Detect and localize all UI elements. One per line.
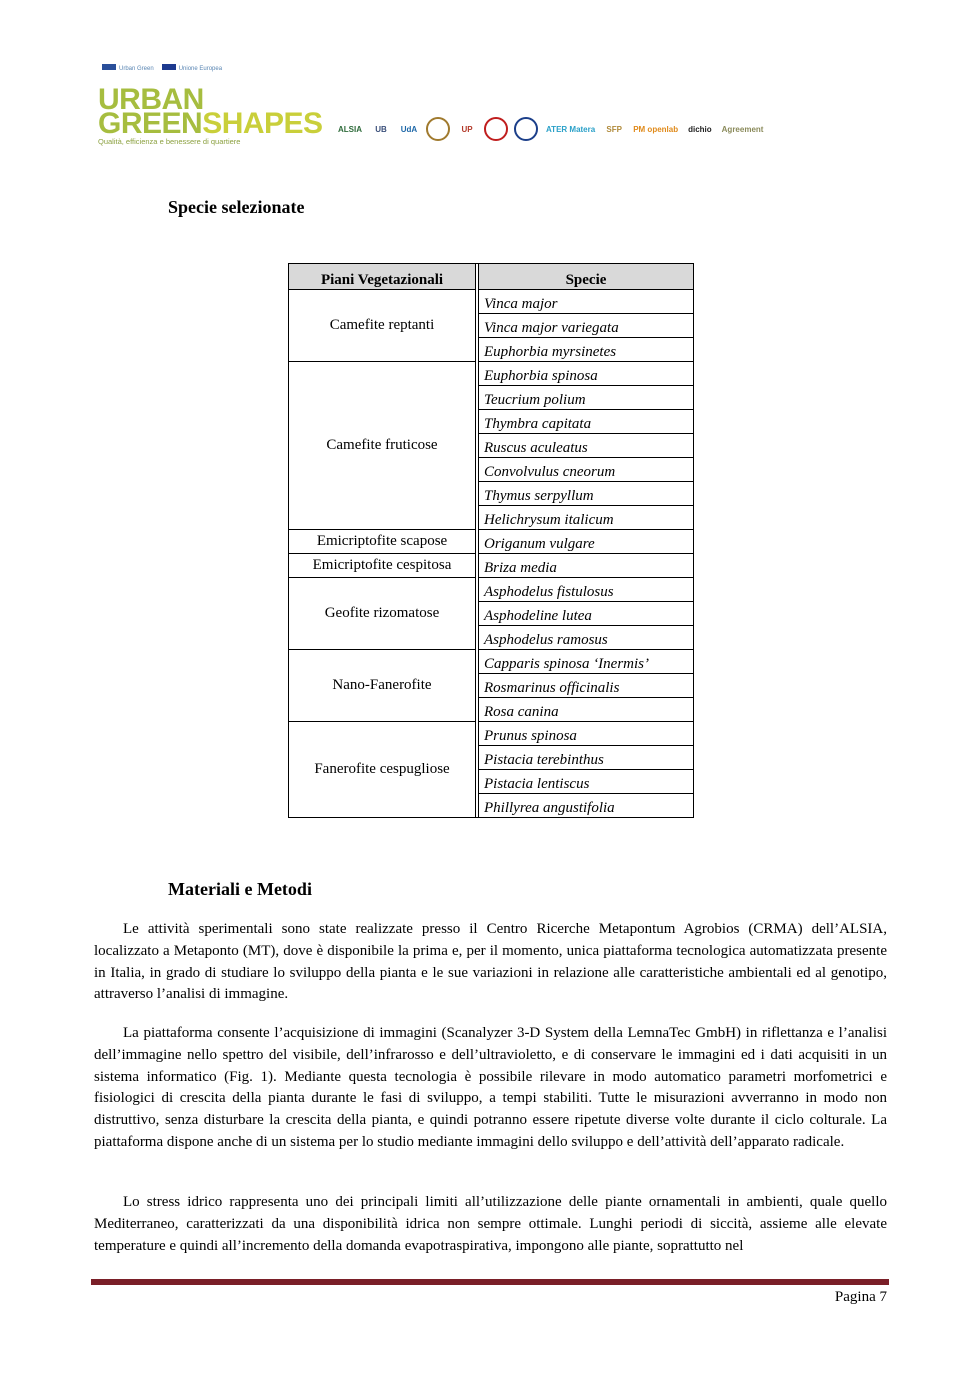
partner-logos — [336, 116, 765, 142]
species-cell: Thymbra capitata — [479, 410, 694, 434]
species-cell: Thymus serpyllum — [479, 482, 694, 506]
species-cell: Vinca major — [479, 290, 694, 314]
category-cell: Emicriptofite scapose — [289, 530, 476, 554]
partner-logo: ALSIA — [338, 124, 362, 134]
tiny-logo-text: Urban Green — [119, 66, 154, 72]
brand-line-2 — [98, 107, 323, 140]
partner-logo: UdA — [400, 124, 418, 134]
table-row — [289, 650, 694, 674]
eu-logo-text: Unione Europea — [178, 66, 223, 72]
partner-logo: ATER Matera — [546, 124, 596, 134]
species-cell: Helichrysum italicum — [479, 506, 694, 530]
page-header — [98, 64, 858, 154]
category-cell: Camefite reptanti — [289, 290, 476, 362]
paragraph-3: Lo stress idrico rappresenta uno dei principali limiti all’utilizzazione delle piante ornamentali in ambienti, quale quello Mediterraneo, caratterizzati da una disponibilità idrica non sempre ottimale. Lunghi periodi di siccità, assieme alle elevate temperature e quindi all’incremento della domanda evapotraspirativa, impongono alle piante, soprattutto nel — [94, 1194, 887, 1254]
species-cell: Convolvulus cneorum — [479, 458, 694, 482]
species-table-body — [289, 290, 694, 818]
brand-green: GREEN — [98, 107, 203, 140]
header-small-logos — [102, 64, 222, 72]
section-title-materiali: Materiali e Metodi — [168, 879, 312, 899]
species-cell: Asphodelus fistulosus — [479, 578, 694, 602]
species-cell: Euphorbia spinosa — [479, 362, 694, 386]
table-row — [289, 290, 694, 314]
brand-shapes: SHAPES — [202, 107, 323, 140]
category-cell: Camefite fruticose — [289, 362, 476, 530]
species-cell: Asphodeline lutea — [479, 602, 694, 626]
table-row — [289, 554, 694, 578]
category-cell: Emicriptofite cespitosa — [289, 554, 476, 578]
table-header-row — [289, 264, 694, 290]
paragraph-1: Le attività sperimentali sono state realizzate presso il Centro Ricerche Metapontum Agrobios (CRMA) dell’ALSIA, localizzato a Metaponto (MT), dove è disponibile la prima e, per il momento, unica piattaforma tecnologica automatizzata presente in Italia, in grado di studiare lo sviluppo della pianta e le sue variazioni in relazione alle caratteristiche ambientali ed al genotipo, attraverso l’analisi di immagine. — [94, 921, 887, 1003]
species-table-wrapper — [288, 263, 694, 818]
species-cell: Pistacia lentiscus — [479, 770, 694, 794]
species-cell: Capparis spinosa ‘Inermis’ — [479, 650, 694, 674]
species-cell: Briza media — [479, 554, 694, 578]
partner-logo: UB — [375, 124, 387, 134]
partner-logo — [426, 117, 450, 141]
species-cell: Pistacia terebinthus — [479, 746, 694, 770]
partner-logo: UP — [461, 124, 473, 134]
partner-logo — [484, 117, 508, 141]
table-row — [289, 578, 694, 602]
table-row — [289, 362, 694, 386]
species-cell: Ruscus aculeatus — [479, 434, 694, 458]
species-cell: Rosa canina — [479, 698, 694, 722]
species-table — [288, 263, 694, 818]
paragraph-2: La piattaforma consente l’acquisizione di immagini (Scanalyzer 3-D System della LemnaTec GmbH) in riflettanza e l’analisi dell’immagine nello spettro del visibile, dell’infrarosso e dell’ultravioletto, e di conservare le immagini ed i dati acquisiti in un sistema informatico (Fig. 1). Mediante questa tecnologia è possibile rilevare in modo automatico parametri morfometrici e fisiologici di crescita della pianta durante le fasi di sviluppo, a tempi stabiliti. Tutte le misurazioni avverranno in modo non distruttivo, senza disturbare la crescita della pianta, e quindi potranno essere ripetute diverse volte durante il ciclo colturale. La piattaforma dispone anche di un sistema per lo studio mediante immagini dello sviluppo e dell’attività dell’apparato radicale. — [94, 1025, 887, 1150]
species-cell: Rosmarinus officinalis — [479, 674, 694, 698]
category-cell: Nano-Fanerofite — [289, 650, 476, 722]
footer-rule — [91, 1279, 889, 1285]
species-cell: Asphodelus ramosus — [479, 626, 694, 650]
eu-flag-logo — [162, 64, 222, 72]
brand-tagline: Qualità, efficienza e benessere di quartiere — [98, 137, 241, 146]
species-cell: Teucrium polium — [479, 386, 694, 410]
brand-line-1: URBAN — [98, 83, 204, 116]
section-title-specie: Specie selezionate — [168, 197, 305, 217]
partner-logo: dichio — [688, 124, 712, 134]
partner-logo: PM openlab — [633, 124, 679, 134]
page-number: Pagina 7 — [834, 1289, 887, 1305]
table-row — [289, 722, 694, 746]
partner-logo: Agreement — [721, 124, 764, 134]
tiny-logo — [102, 64, 154, 72]
header-specie: Specie — [479, 264, 694, 290]
table-row — [289, 530, 694, 554]
species-cell: Phillyrea angustifolia — [479, 794, 694, 818]
header-piani: Piani Vegetazionali — [289, 264, 476, 290]
species-cell: Origanum vulgare — [479, 530, 694, 554]
partner-logo: SFP — [606, 124, 622, 134]
urban-green-shapes-logo — [98, 83, 323, 146]
species-cell: Euphorbia myrsinetes — [479, 338, 694, 362]
partner-logo — [514, 117, 538, 141]
species-cell: Vinca major variegata — [479, 314, 694, 338]
species-cell: Prunus spinosa — [479, 722, 694, 746]
category-cell: Geofite rizomatose — [289, 578, 476, 650]
category-cell: Fanerofite cespugliose — [289, 722, 476, 818]
